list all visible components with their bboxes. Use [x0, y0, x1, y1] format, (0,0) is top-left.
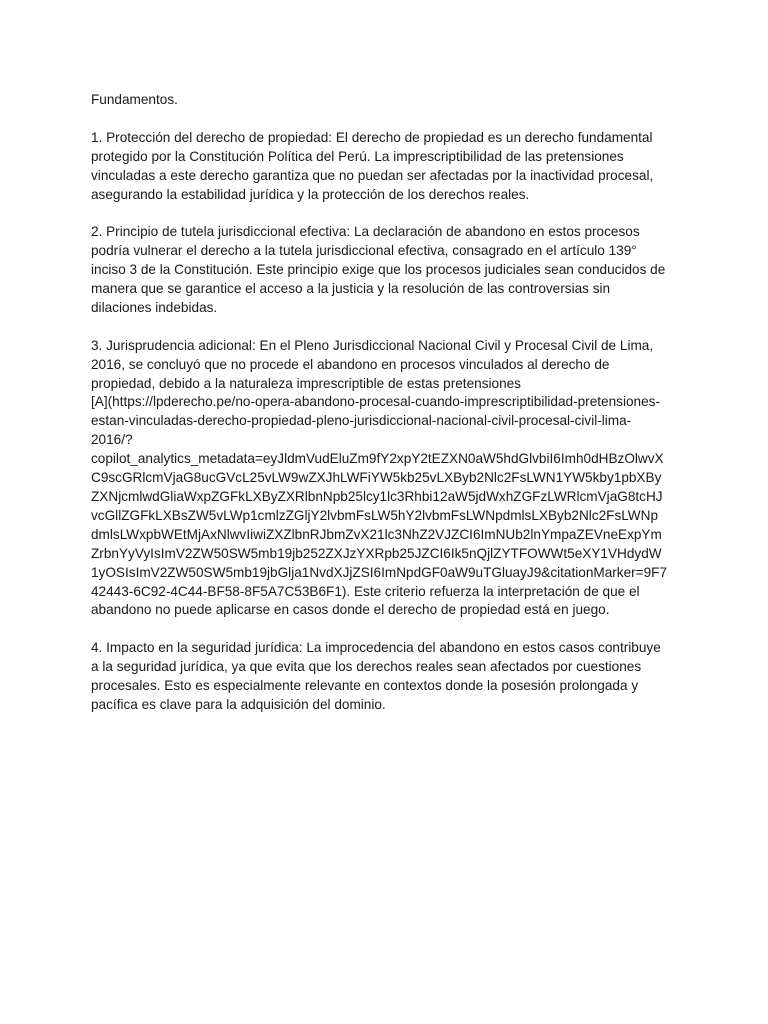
text-line: procesales. Esto es especialmente relevante en contextos donde la posesión prolongada y	[91, 678, 639, 694]
text-line: manera que se garantice el acceso a la justicia y la resolución de las controversias sin	[91, 281, 611, 297]
text-line: pacífica es clave para la adquisición del dominio.	[91, 696, 386, 712]
section-tutela-jurisdiccional	[91, 223, 677, 318]
text-line: dilaciones indebidas.	[91, 299, 218, 315]
citation-link-line: ZXNjcmlwdGliaWxpZGFkLXByZXRlbnNpb25lcy1lc3Rhbi12aW5jdWxhZGFzLWRlcmVjaG8tcHJ	[91, 488, 663, 504]
text-line: vinculadas a este derecho garantiza que no puedan ser afectadas por la inactividad procesal,	[91, 167, 654, 183]
citation-link-line: ZrbnYyVyIsImV2ZW50SW5mb19jb252ZXJzYXRpb25JZCI6Ik5nQjlZYTFOWWt5eXY1VHdydW	[91, 545, 662, 561]
text-line: propiedad, debido a la naturaleza imprescriptible de estas pretensiones	[91, 375, 521, 391]
citation-link-line: estan-vinculadas-derecho-propiedad-pleno-jurisdiccional-nacional-civil-procesal-civil-lima-	[91, 413, 632, 429]
text-line: 42443-6C92-4C44-BF58-8F5A7C53B6F1). Este criterio refuerza la interpretación de que el	[91, 583, 640, 599]
text-line: asegurando la estabilidad jurídica y la protección de los derechos reales.	[91, 186, 530, 202]
text-line: protegido por la Constitución Política del Perú. La imprescriptibilidad de las pretensiones	[91, 148, 624, 164]
text-line: podría vulnerar el derecho a la tutela jurisdiccional efectiva, consagrado en el artículo 139°	[91, 243, 637, 259]
document-body	[91, 91, 677, 734]
citation-link-line: 1yOSIsImV2ZW50SW5mb19jbGlja1NvdXJjZSI6ImNpdGF0aW9uTGluayJ9&citationMarker=9F7	[91, 564, 668, 580]
text-line: 1. Protección del derecho de propiedad: El derecho de propiedad es un derecho fundamental	[91, 129, 653, 145]
document-heading: Fundamentos.	[91, 92, 178, 107]
text-line: inciso 3 de la Constitución. Este principio exige que los procesos judiciales sean conducidos de	[91, 262, 666, 278]
citation-link-line: copilot_analytics_metadata=eyJldmVudEluZm9fY2xpY2tEZXN0aW5hdGlvbiI6Imh0dHBzOlwvX	[91, 451, 664, 467]
citation-link-line: C9scGRlcmVjaG8ucGVcL25vLW9wZXJhLWFiYW5kb25vLXByb2Nlc2FsLWN1YW5kby1pbXBy	[91, 470, 662, 486]
text-line: abandono no puede aplicarse en casos donde el derecho de propiedad está en juego.	[91, 602, 610, 618]
text-line: 2. Principio de tutela jurisdiccional efectiva: La declaración de abandono en estos procesos	[91, 224, 640, 240]
section-jurisprudencia-adicional	[91, 337, 677, 621]
citation-link-line: vcGllZGFkLXBsZW5vLWp1cmlzZGljY2lvbmFsLW5hY2lvbmFsLWNpdmlsLXByb2Nlc2FsLWNp	[91, 507, 659, 523]
text-line: 4. Impacto en la seguridad jurídica: La improcedencia del abandono en estos casos contribuye	[91, 640, 661, 656]
citation-link-line: 2016/?	[91, 432, 133, 448]
section-seguridad-juridica	[91, 639, 677, 715]
text-line: 2016, se concluyó que no procede el abandono en procesos vinculados al derecho de	[91, 356, 610, 372]
text-line: 3. Jurisprudencia adicional: En el Pleno Jurisdiccional Nacional Civil y Procesal Civil de Lima,	[91, 337, 654, 353]
citation-link-line: dmlsLWxpbWEtMjAxNlwvIiwiZXZlbnRJbmZvX21lc3NhZ2VJZCI6ImNUb2lnYmpaZEVneExpYm	[91, 526, 662, 542]
section-proteccion-derecho-propiedad	[91, 129, 677, 205]
text-line: a la seguridad jurídica, ya que evita que los derechos reales sean afectados por cuestiones	[91, 659, 642, 675]
citation-link-line: [A](https://lpderecho.pe/no-opera-abandono-procesal-cuando-imprescriptibilidad-pretensiones-	[91, 394, 660, 410]
